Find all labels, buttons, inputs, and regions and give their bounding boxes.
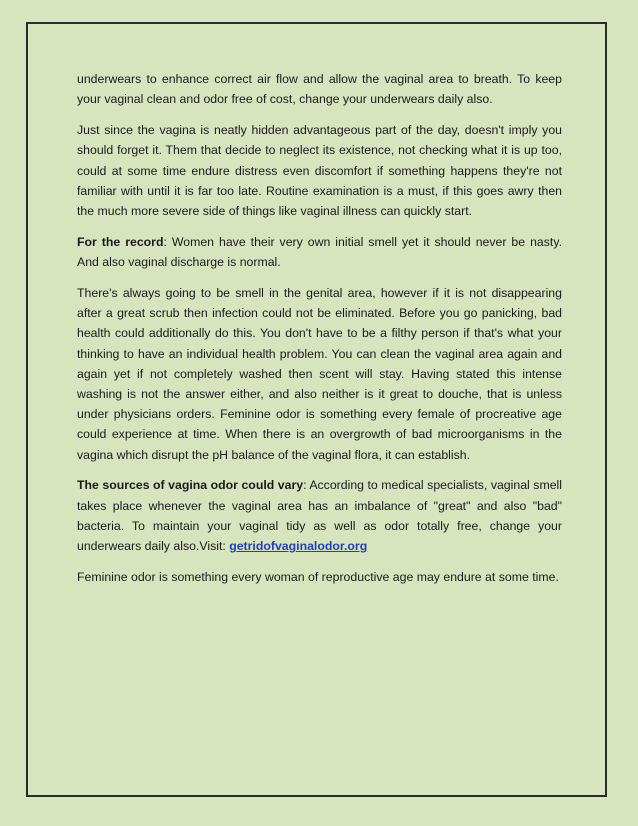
paragraph-4: There's always going to be smell in the genital area, however if it is not disappearing after a great scrub then infection could not be eliminated. Before you go panicking, bad health could additionally do this. You don't have to be a filthy person if that's what your thinking to have an individual health problem. You can clean the vaginal area again and again yet if not completely washed then scent will stay. Having stated this intense washing is not the answer either, and also neither is it great to douche, that is unless under physicians orders. Feminine odor is something every female of procreative age could experience at time. When there is an overgrowth of bad microorganisms in the vagina which disrupt the pH balance of the vaginal flora, it can establish. xyxy=(77,285,562,462)
paragraph-5-heading: The sources of vagina odor could vary xyxy=(77,478,304,493)
paragraph-3 xyxy=(77,232,562,272)
paragraph-3-text: : Women have their very own initial smell yet it should never be nasty. And also vaginal discharge is normal. xyxy=(77,234,562,269)
paragraph-5-text: : According to medical specialists, vaginal smell takes place whenever the vaginal area has an imbalance of "great" and also "bad" bacteria. To maintain your vaginal tidy as well as odor totally free, change your underwears daily also. xyxy=(77,478,562,554)
paragraph-5 xyxy=(77,475,562,556)
paragraph-6: Feminine odor is something every woman of reproductive age may endure at some time. xyxy=(77,569,559,584)
document-body xyxy=(77,69,562,598)
paragraph-2: Just since the vagina is neatly hidden advantageous part of the day, doesn't imply you should forget it. Them that decide to neglect its existence, not checking what it is up too, could at some time endure distress even discomfort if something happens they're not familiar with until it is far too late. Routine examination is a must, if this goes awry then the much more severe side of things like vaginal illness can quickly start. xyxy=(77,123,562,218)
website-link[interactable]: getridofvaginalodor.org xyxy=(229,539,368,554)
visit-label: Visit: xyxy=(199,539,230,554)
paragraph-1: underwears to enhance correct air flow and allow the vaginal area to breath. To keep your vaginal clean and odor free of cost, change your underwears daily also. xyxy=(77,72,562,107)
paragraph-3-heading: For the record xyxy=(77,234,164,249)
